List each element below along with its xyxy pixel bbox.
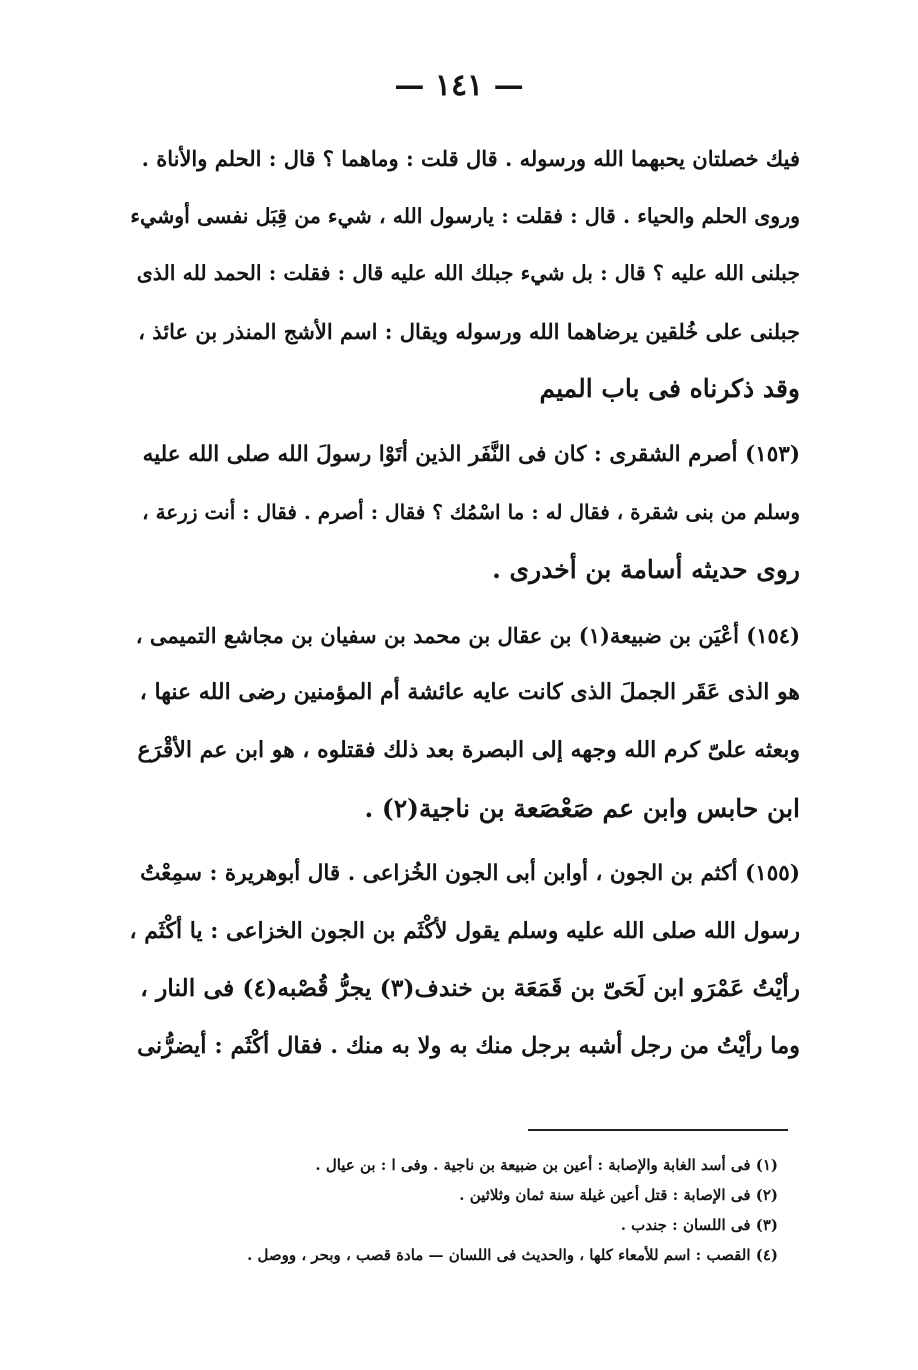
footnote-3: (٣) فى اللسان : جندب .: [620, 1216, 778, 1234]
entry-154: [128, 607, 800, 837]
footnote-1: (١) فى أسد الغابة والإصابة : أعين بن ضبيعة بن ناجية . وفى ا : بن عيال .: [315, 1156, 778, 1174]
text-line: ابن حابس وابن عم صَعْصَعة بن ناجية(٢) .: [364, 793, 800, 823]
main-text: [128, 130, 800, 1084]
footnote-2: (٢) فى الإصابة : قتل أعين غيلة سنة ثمان وثلاثين .: [459, 1186, 778, 1204]
text-line: (١٥٥) أكثم بن الجون ، أوابن أبى الجون الخُزاعى . قال أبوهريرة : سمِعْتُ: [140, 861, 800, 887]
footnote-divider: [528, 1129, 788, 1131]
text-line: وما رأيْتُ من رجل أشبه برجل منك به ولا به منك . فقال أكْثَم : أيضرُّنى: [137, 1032, 800, 1059]
footnotes: [132, 1150, 778, 1270]
text-line: (١٥٣) أصرم الشقرى : كان فى النَّفَر الذين أتَوْا رسولَ الله صلى الله عليه: [142, 441, 800, 467]
entry-155: [128, 845, 800, 1075]
text-line: وسلم من بنى شقرة ، فقال له : ما اسْمُك ؟ فقال : أصرم . فقال : أنت زرعة ،: [142, 499, 800, 524]
paragraph-continuation: [128, 130, 800, 418]
text-line: جبلنى على خُلقين يرضاهما الله ورسوله ويقال : اسم الأشج المنذر بن عائذ ،: [138, 318, 800, 344]
text-line: هو الذى عَقَر الجملَ الذى كانت عايه عائشة أم المؤمنين رضى الله عنها ،: [139, 679, 800, 706]
text-line: رأيْتُ عَمْرَو ابن لَحَىّ بن قَمَعَة بن خندف(٣) يجرُّ قُصْبه(٤) فى النار ،: [140, 974, 800, 1003]
page-number: — ١٤١ —: [394, 68, 524, 103]
text-line: وروى الحلم والحياء . قال : فقلت : يارسول الله ، شيء من قِبَل نفسى أوشيء: [130, 203, 800, 228]
text-line: روى حديثه أسامة بن أخدرى .: [492, 555, 800, 585]
text-line: وقد ذكرناه فى باب الميم: [539, 374, 800, 404]
text-line: (١٥٤) أعْيَن بن ضبيعة(١) بن عقال بن محمد بن سفيان بن مجاشع التميمى ،: [135, 622, 800, 648]
text-line: فيك خصلتان يحبهما الله ورسوله . قال قلت : وماهما ؟ قال : الحلم والأناة .: [141, 146, 800, 171]
text-line: جبلنى الله عليه ؟ قال : بل شيء جبلك الله عليه قال : فقلت : الحمد لله الذى: [136, 261, 800, 286]
text-line: رسول الله صلى الله عليه وسلم يقول لأكْثَم بن الجون الخزاعى : يا أكْثَم ،: [129, 917, 800, 944]
footnote-4: (٤) القصب : اسم للأمعاء كلها ، والحديث فى اللسان — مادة قصب ، وبحر ، ووصل .: [247, 1246, 778, 1264]
text-line: وبعثه علىّ كرم الله وجهه إلى البصرة بعد ذلك فقتلوه ، هو ابن عم الأقْرَع: [137, 736, 800, 763]
entry-153: [128, 426, 800, 599]
